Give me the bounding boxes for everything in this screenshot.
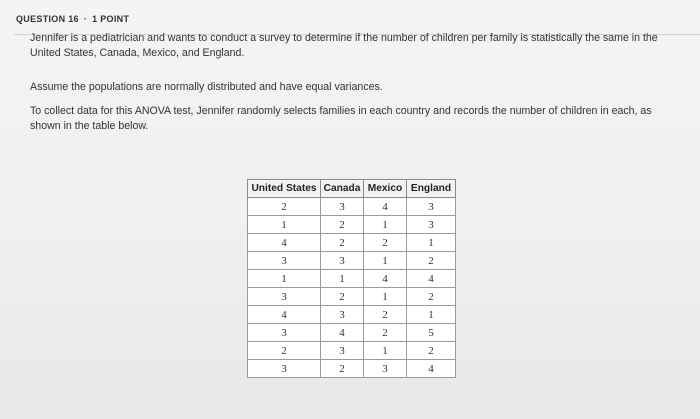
table-cell: 2 — [407, 342, 456, 360]
table-cell: 2 — [364, 306, 407, 324]
table-cell: 4 — [407, 270, 456, 288]
table-cell: 3 — [248, 288, 321, 306]
question-number: QUESTION 16 — [16, 14, 79, 24]
header-united-states: United States — [248, 180, 321, 198]
table-cell: 4 — [248, 234, 321, 252]
table-cell: 4 — [321, 324, 364, 342]
table-cell: 2 — [364, 324, 407, 342]
table-cell: 5 — [407, 324, 456, 342]
table-row — [248, 324, 456, 342]
table-cell: 2 — [321, 288, 364, 306]
table-row — [248, 216, 456, 234]
table-row — [248, 270, 456, 288]
table-cell: 1 — [364, 342, 407, 360]
table-cell: 3 — [407, 198, 456, 216]
table-header-row — [248, 180, 456, 198]
table-cell: 4 — [407, 360, 456, 378]
table-cell: 2 — [321, 234, 364, 252]
table-cell: 3 — [321, 306, 364, 324]
header-mexico: Mexico — [364, 180, 407, 198]
header-separator: · — [83, 14, 88, 24]
table-cell: 2 — [248, 342, 321, 360]
table-cell: 3 — [407, 216, 456, 234]
table-cell: 2 — [248, 198, 321, 216]
table-cell: 2 — [407, 288, 456, 306]
header-canada: Canada — [321, 180, 364, 198]
table-cell: 1 — [364, 216, 407, 234]
table-row — [248, 234, 456, 252]
table-row — [248, 360, 456, 378]
table-cell: 4 — [248, 306, 321, 324]
question-paragraph-1: Jennifer is a pediatrician and wants to conduct a survey to determine if the number of children per family is statistically the same in the United States, Canada, Mexico, and England. — [30, 32, 658, 59]
question-paragraph-2: Assume the populations are normally distributed and have equal variances. — [30, 81, 383, 93]
table-cell: 3 — [321, 198, 364, 216]
table-cell: 1 — [364, 252, 407, 270]
table-row — [248, 252, 456, 270]
data-table — [247, 179, 456, 378]
table-cell: 1 — [364, 288, 407, 306]
table-row — [248, 342, 456, 360]
table-cell: 1 — [407, 234, 456, 252]
table-cell: 1 — [407, 306, 456, 324]
table-cell: 1 — [248, 216, 321, 234]
table-cell: 2 — [407, 252, 456, 270]
table-cell: 4 — [364, 270, 407, 288]
table-cell: 2 — [321, 360, 364, 378]
table-cell: 1 — [248, 270, 321, 288]
table-row — [248, 288, 456, 306]
table-cell: 3 — [321, 252, 364, 270]
table-cell: 3 — [248, 252, 321, 270]
table-cell: 3 — [364, 360, 407, 378]
table-cell: 3 — [321, 342, 364, 360]
question-paragraph-3: To collect data for this ANOVA test, Jennifer randomly selects families in each country and records the number of children in each, as shown in the table below. — [30, 105, 652, 132]
table-row — [248, 306, 456, 324]
table-row — [248, 198, 456, 216]
header-england: England — [407, 180, 456, 198]
table-cell: 3 — [248, 324, 321, 342]
question-points: 1 POINT — [92, 14, 130, 24]
table-cell: 2 — [364, 234, 407, 252]
table-cell: 4 — [364, 198, 407, 216]
table-cell: 2 — [321, 216, 364, 234]
question-header — [16, 14, 129, 24]
table-cell: 1 — [321, 270, 364, 288]
table-cell: 3 — [248, 360, 321, 378]
